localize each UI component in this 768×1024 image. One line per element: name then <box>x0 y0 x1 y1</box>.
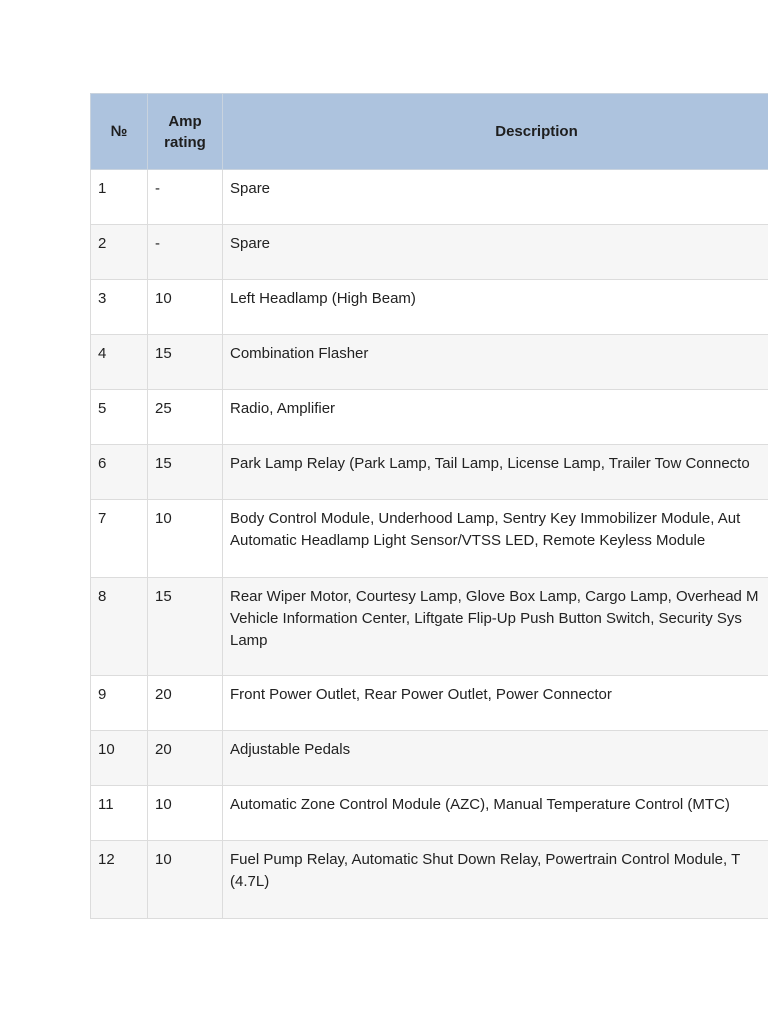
fuse-number-cell: 12 <box>91 841 148 919</box>
description-line: Adjustable Pedals <box>230 741 351 758</box>
description-line: Radio, Amplifier <box>230 400 336 417</box>
description-line: Automatic Headlamp Light Sensor/VTSS LED, Remote Keyless Module <box>230 532 706 549</box>
amp-rating-cell: 10 <box>148 280 223 335</box>
amp-rating-cell: 15 <box>148 445 223 500</box>
fuse-number-cell: 7 <box>91 500 148 578</box>
description-cell <box>223 280 768 335</box>
description-line: Vehicle Information Center, Liftgate Flip-Up Push Button Switch, Security Sys <box>230 610 742 627</box>
description-cell <box>223 170 768 225</box>
fuse-number-cell: 5 <box>91 390 148 445</box>
amp-rating-cell: - <box>148 170 223 225</box>
amp-rating-cell: 10 <box>148 841 223 919</box>
amp-rating-cell: 10 <box>148 786 223 841</box>
description-line: Combination Flasher <box>230 345 369 362</box>
fuse-number-cell: 3 <box>91 280 148 335</box>
header-description <box>223 94 768 170</box>
table-row <box>91 280 768 335</box>
fuse-number-cell: 8 <box>91 578 148 676</box>
fuse-table <box>90 93 768 919</box>
description-cell <box>223 390 768 445</box>
table-header-row <box>91 94 768 170</box>
table-row <box>91 786 768 841</box>
table-row <box>91 445 768 500</box>
description-line: Body Control Module, Underhood Lamp, Sentry Key Immobilizer Module, Aut <box>230 510 741 527</box>
description-line: Park Lamp Relay (Park Lamp, Tail Lamp, License Lamp, Trailer Tow Connecto <box>230 455 750 472</box>
description-line: Spare <box>230 235 271 252</box>
fuse-number-cell: 4 <box>91 335 148 390</box>
fuse-number-cell: 9 <box>91 676 148 731</box>
description-line: Automatic Zone Control Module (AZC), Manual Temperature Control (MTC) <box>230 796 730 813</box>
amp-rating-cell: 20 <box>148 676 223 731</box>
description-line: (4.7L) <box>230 873 270 890</box>
amp-rating-cell: 10 <box>148 500 223 578</box>
description-cell <box>223 225 768 280</box>
fuse-number-cell: 1 <box>91 170 148 225</box>
header-number <box>91 94 148 170</box>
table-body <box>91 170 768 919</box>
amp-rating-cell: 25 <box>148 390 223 445</box>
description-cell <box>223 731 768 786</box>
description-cell <box>223 335 768 390</box>
description-line: Lamp <box>230 632 268 649</box>
description-line: Fuel Pump Relay, Automatic Shut Down Relay, Powertrain Control Module, T <box>230 851 741 868</box>
fuse-number-cell: 11 <box>91 786 148 841</box>
table-row <box>91 500 768 578</box>
description-cell <box>223 500 768 578</box>
table-row <box>91 578 768 676</box>
description-cell <box>223 578 768 676</box>
fuse-number-cell: 6 <box>91 445 148 500</box>
table-row <box>91 731 768 786</box>
description-cell <box>223 445 768 500</box>
amp-rating-cell: - <box>148 225 223 280</box>
table-row <box>91 390 768 445</box>
description-line: Rear Wiper Motor, Courtesy Lamp, Glove Box Lamp, Cargo Lamp, Overhead M <box>230 588 759 605</box>
header-description-label: Description <box>495 123 578 140</box>
table-row <box>91 841 768 919</box>
description-cell <box>223 786 768 841</box>
description-line: Spare <box>230 180 271 197</box>
table-row <box>91 225 768 280</box>
table-row <box>91 335 768 390</box>
description-line: Front Power Outlet, Rear Power Outlet, Power Connector <box>230 686 612 703</box>
fuse-number-cell: 10 <box>91 731 148 786</box>
description-line: Left Headlamp (High Beam) <box>230 290 416 307</box>
amp-rating-cell: 15 <box>148 335 223 390</box>
description-cell <box>223 676 768 731</box>
header-number-label: № <box>110 123 128 140</box>
header-amp-line2: rating <box>164 133 206 151</box>
header-amp-rating <box>148 94 223 170</box>
table-row <box>91 170 768 225</box>
amp-rating-cell: 15 <box>148 578 223 676</box>
header-amp-line1: Amp <box>168 112 202 130</box>
table-row <box>91 676 768 731</box>
fuse-number-cell: 2 <box>91 225 148 280</box>
description-cell <box>223 841 768 919</box>
amp-rating-cell: 20 <box>148 731 223 786</box>
